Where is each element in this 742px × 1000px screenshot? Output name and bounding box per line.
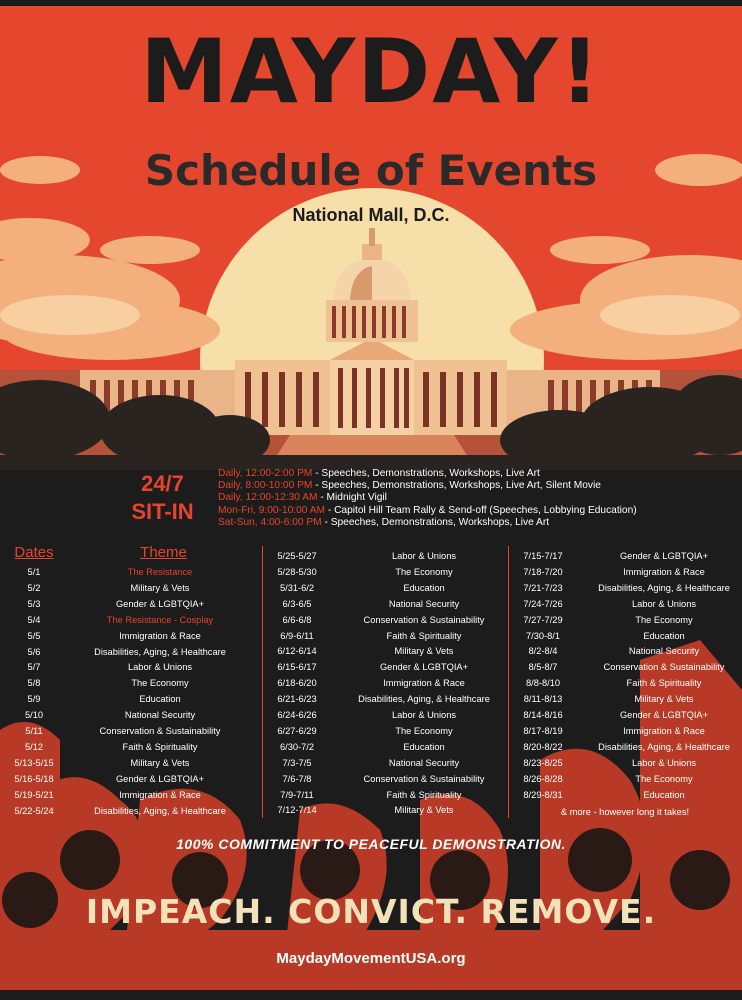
schedule-theme: The Economy: [395, 725, 453, 736]
schedule-date: 8/26-8/28: [523, 773, 563, 784]
schedule-date: 6/18-6/20: [277, 678, 317, 689]
schedule-date: 7/18-7/20: [523, 566, 563, 577]
schedule-date: 6/27-6/29: [277, 725, 317, 736]
schedule-theme: The Economy: [635, 773, 693, 784]
schedule-date: 7/3-7/5: [282, 757, 312, 768]
schedule-date: 6/9-6/11: [280, 630, 314, 641]
schedule-theme: Faith & Spirituality: [386, 789, 462, 800]
sitin-time: Daily, 12:00-2:00 PM: [218, 468, 313, 479]
schedule-date: 7/9-7/11: [280, 789, 314, 800]
schedule-date: 6/24-6/26: [277, 710, 317, 720]
schedule-theme: Faith & Spirituality: [122, 741, 198, 752]
schedule-theme: Education: [643, 630, 685, 641]
schedule-date: 5/5: [27, 630, 41, 641]
sitin-desc: - Midnight Vigil: [317, 492, 387, 504]
schedule-date: 7/24-7/26: [523, 598, 563, 609]
schedule-date: 5/11: [25, 726, 43, 736]
sitin-time: Daily, 12:00-12:30 AM: [218, 492, 318, 504]
schedule-theme: Military & Vets: [130, 757, 190, 768]
location-label: National Mall, D.C.: [292, 205, 450, 225]
schedule-date: 7/30-8/1: [525, 630, 561, 641]
schedule-theme: National Security: [628, 646, 700, 657]
theme-header: Theme: [140, 544, 187, 561]
schedule-theme: Labor & Unions: [631, 757, 697, 768]
schedule-theme: Immigration & Race: [119, 789, 201, 800]
schedule-date: 8/2-8/4: [528, 646, 558, 657]
sitin-desc: - Capitol Hill Team Rally & Send-off (Speeches, Lobbying Education): [325, 504, 637, 516]
schedule-theme: Labor & Unions: [127, 662, 193, 673]
schedule-date: 5/9: [27, 694, 41, 705]
schedule-date: 8/20-8/22: [523, 741, 563, 752]
schedule-date: 5/28-5/30: [277, 566, 317, 577]
schedule-theme: The Resistance - Cosplay: [106, 614, 214, 625]
schedule-date: 8/14-8/16: [523, 710, 563, 720]
schedule-theme: Labor & Unions: [391, 551, 457, 561]
sitin-list: [218, 468, 738, 529]
sitin-item: [218, 492, 738, 504]
schedule-theme: Gender & LGBTQIA+: [115, 598, 205, 609]
schedule-date: 7/12-7/14: [277, 805, 317, 816]
schedule-theme: Education: [139, 694, 181, 705]
more-note-text: & more - however long it takes!: [560, 807, 690, 817]
schedule-theme: Labor & Unions: [391, 710, 457, 720]
schedule-theme: Gender & LGBTQIA+: [619, 551, 709, 561]
schedule-date: 5/4: [27, 614, 41, 625]
schedule-theme: Faith & Spirituality: [386, 630, 462, 641]
schedule-theme: Military & Vets: [634, 694, 694, 705]
schedule-theme: Education: [403, 741, 445, 752]
page-title: Schedule of Events: [144, 146, 598, 195]
sitin-time: Sat-Sun, 4:00-6:00 PM: [218, 516, 322, 528]
schedule-date: 8/5-8/7: [528, 662, 558, 673]
sitin-label-line2: SIT-IN: [131, 499, 194, 524]
schedule-date: 5/3: [27, 598, 41, 609]
schedule-theme: Education: [403, 582, 445, 593]
schedule-date: 7/6-7/8: [282, 773, 312, 784]
schedule-theme: Immigration & Race: [383, 678, 465, 689]
schedule-date: 6/30-7/2: [279, 741, 315, 752]
schedule-theme: Disabilities, Aging, & Healthcare: [598, 582, 730, 593]
schedule-date: 8/17-8/19: [523, 725, 563, 736]
schedule-date: 5/13-5/15: [14, 757, 54, 768]
commitment-banner: 100% COMMITMENT TO PEACEFUL DEMONSTRATION.: [176, 836, 566, 852]
schedule-theme: Conservation & Sustainability: [363, 614, 485, 625]
schedule-date: 6/15-6/17: [277, 662, 317, 673]
schedule-date: 5/1: [27, 567, 41, 577]
slogan: IMPEACH. CONVICT. REMOVE.: [85, 892, 657, 931]
schedule-theme: Conservation & Sustainability: [603, 662, 725, 673]
column-divider: [508, 546, 509, 818]
schedule-theme: National Security: [388, 598, 460, 609]
schedule-date: 5/6: [27, 646, 41, 657]
schedule-date: 5/8: [27, 678, 41, 689]
schedule-date: 5/7: [27, 662, 41, 673]
schedule-theme: National Security: [388, 757, 460, 768]
schedule-date: 7/15-7/17: [523, 551, 563, 561]
schedule-date: 8/11-8/13: [523, 694, 563, 705]
schedule-theme: Disabilities, Aging, & Healthcare: [94, 646, 226, 657]
sitin-item: [218, 517, 738, 529]
sitin-item: [218, 468, 738, 480]
schedule-theme: Disabilities, Aging, & Healthcare: [94, 805, 226, 816]
schedule-theme: Disabilities, Aging, & Healthcare: [358, 694, 490, 705]
schedule-date: 6/12-6/14: [277, 646, 317, 657]
schedule-theme: Military & Vets: [394, 805, 454, 816]
schedule-theme: Immigration & Race: [623, 566, 705, 577]
schedule-date: 8/23-8/25: [523, 757, 563, 768]
schedule-date: 5/19-5/21: [14, 789, 54, 800]
schedule-theme: The Economy: [635, 614, 693, 625]
schedule-date: 7/21-7/23: [523, 582, 563, 593]
schedule-date: 6/21-6/23: [277, 694, 317, 705]
dates-header: Dates: [14, 544, 54, 561]
brand-title: MAYDAY!: [140, 20, 602, 123]
schedule-date: 8/8-8/10: [525, 678, 561, 689]
schedule-theme: Gender & LGBTQIA+: [115, 773, 205, 784]
schedule-date: 5/22-5/24: [14, 805, 54, 816]
schedule-date: 5/12: [24, 741, 44, 752]
sitin-desc: - Speeches, Demonstrations, Workshops, Live Art: [321, 516, 550, 528]
sitin-item: [218, 505, 738, 517]
schedule-date: 5/31-6/2: [279, 582, 315, 593]
schedule-theme: Immigration & Race: [623, 725, 705, 736]
column-divider: [262, 546, 263, 818]
schedule-theme: Military & Vets: [130, 582, 190, 593]
schedule-date: 5/2: [27, 582, 41, 593]
schedule-date: 5/25-5/27: [277, 551, 317, 561]
schedule-theme: Disabilities, Aging, & Healthcare: [598, 741, 730, 752]
schedule-theme: Conservation & Sustainability: [99, 726, 221, 736]
sitin-desc: - Speeches, Demonstrations, Workshops, Live Art: [312, 468, 540, 479]
schedule-theme: Conservation & Sustainability: [363, 773, 485, 784]
schedule-theme: Gender & LGBTQIA+: [379, 662, 469, 673]
website-link[interactable]: MaydayMovementUSA.org: [276, 950, 466, 967]
schedule-date: 8/29-8/31: [523, 789, 563, 800]
schedule-theme: Military & Vets: [394, 646, 454, 657]
sitin-label-line1: 24/7: [141, 471, 184, 496]
schedule-theme: Education: [643, 789, 685, 800]
schedule-date: 5/16-5/18: [14, 773, 54, 784]
schedule-date: 7/27-7/29: [523, 614, 563, 625]
schedule-date: 6/6-6/8: [282, 614, 312, 625]
sitin-item: [218, 480, 738, 492]
schedule-date: 5/10: [24, 710, 44, 721]
sitin-time: Daily, 8:00-10:00 PM: [218, 480, 313, 492]
schedule-theme: The Economy: [131, 678, 189, 689]
schedule-date: 6/3-6/5: [282, 598, 312, 609]
schedule-theme: National Security: [124, 710, 196, 721]
schedule-theme: The Economy: [395, 566, 453, 577]
sitin-desc: - Speeches, Demonstrations, Workshops, Live Art, Silent Movie: [312, 480, 601, 492]
schedule-theme: Labor & Unions: [631, 598, 697, 609]
schedule-theme: Immigration & Race: [119, 630, 201, 641]
sitin-time: Mon-Fri, 9:00-10:00 AM: [218, 504, 326, 516]
schedule-theme: The Resistance: [127, 567, 193, 577]
schedule-theme: Gender & LGBTQIA+: [619, 710, 709, 720]
sitin-badge: [115, 470, 210, 526]
schedule-theme: Faith & Spirituality: [626, 678, 702, 689]
